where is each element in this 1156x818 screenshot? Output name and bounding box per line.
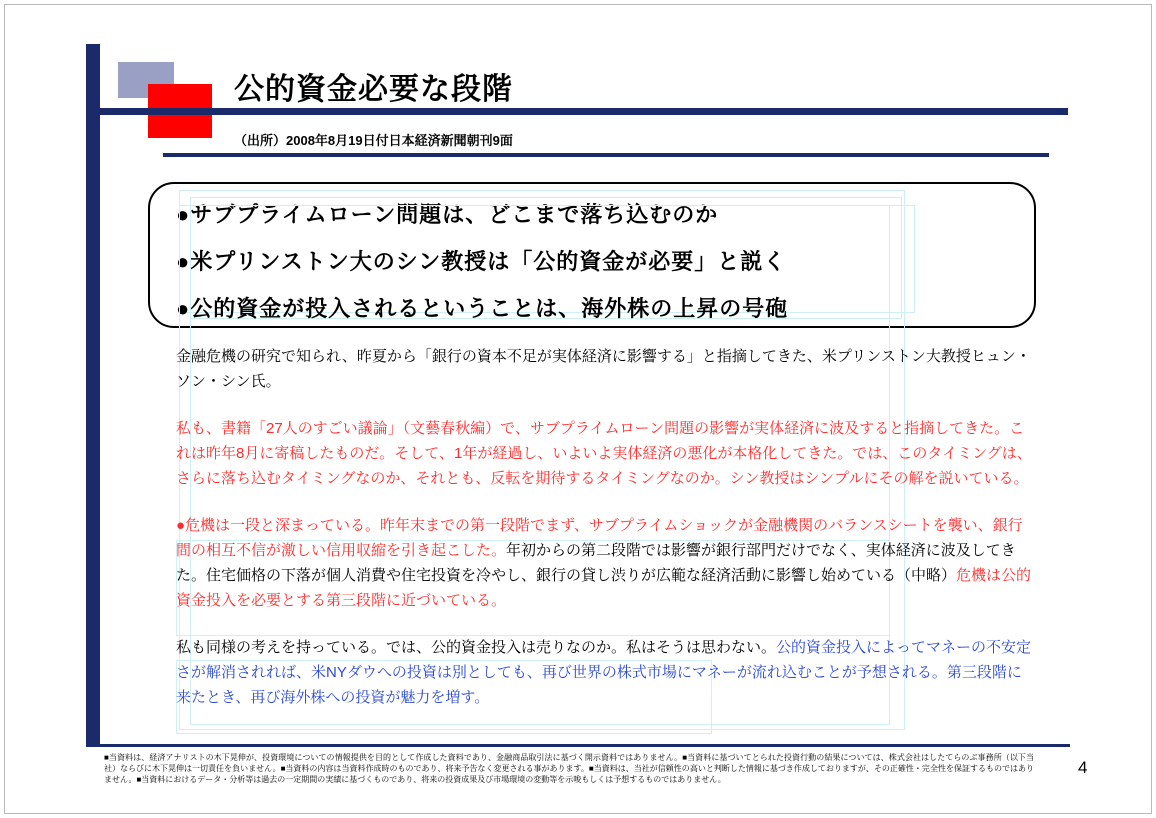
paragraph-3-red: ●危機は一段と深まっている。昨年末までの第一段階でまず、サブプライムショックが金融機関のバランスシートを襲い、銀行間の相互不信が激しい信用収縮を引き起こした。: [176, 517, 1023, 559]
paragraph-2: 私も、書籍「27人のすごい議論」（文藝春秋編）で、サブプライムローン問題の影響が実体経済に波及すると指摘してきた。これは昨年8月に寄稿したものだ。そして、1年が経過し、いよいよ実体経済の悪化が本格化してきた。では、このタイミングは、さらに落ち込むタイミングなのか、それとも、反転を期待するタイミングなのか。シン教授はシンプルにその解を説いている。: [176, 420, 1032, 487]
paragraph-4: [176, 635, 1036, 710]
paragraph-3: [176, 513, 1036, 613]
paragraph-4-black: 私も同様の考えを持っている。では、公的資金投入は売りなのか。私はそうは思わない。: [176, 639, 777, 656]
bullet-item: ●米プリンストン大のシン教授は「公的資金が必要」と説く: [176, 249, 787, 274]
header-rule-secondary: [163, 153, 1049, 157]
left-accent-bar: [86, 44, 100, 744]
bullet-item: ●公的資金が投入されるということは、海外株の上昇の号砲: [176, 296, 789, 321]
page-title: 公的資金必要な段階: [234, 73, 513, 106]
footer-rule: [86, 744, 1070, 747]
bullet-item: ●サブプライムローン問題は、どこまで落ち込むのか: [176, 202, 719, 227]
paragraph-3-black: 年初からの第二段階では影響が銀行部門だけでなく、実体経済に波及してきた。住宅価格の下落が個人消費や住宅投資を冷やし、銀行の貸し渋りが広範な経済活動に影響し始めている（中略）: [176, 542, 1016, 584]
paragraph-4-blue: 公的資金投入によってマネーの不安定さが解消されれば、米NYダウへの投資は別としても、再び世界の株式市場にマネーが流れ込むことが予想される。第三段階に来たとき、再び海外株への投資が魅力を増す。: [176, 639, 1032, 706]
page-number: 4: [1078, 758, 1088, 777]
bullet-list: [176, 198, 1016, 339]
footer-disclaimer: ■当資料は、経済アナリストの木下晃伸が、投資環境についての情報提供を目的として作成した資料であり、金融商品取引法に基づく開示資料ではありません。■当資料に基づいてとられた投資行動の結果については、株式会社はしたてらのぶ事務所（以下当社）ならびに木下晃伸は一切責任を負いません。■当資料の内容は当資料作成時のものであり、将来予告なく変更される事があります。■当資料は、当社が信頼性の高いと判断した情報に基づき作成しておりますが、その正確性・完全性を保証するものではありません。■当資料におけるデータ・分析等は過去の一定期間の実績に基づくものであり、将来の投資成果及び市場環境の変動等を示唆もしくは予想するものではありません。: [104, 753, 1034, 784]
body-text: [176, 344, 1036, 732]
header-rule: [100, 108, 1068, 115]
paragraph-3-red-tail: 危機は公的資金投入を必要とする第三段階に近づいている。: [176, 567, 1032, 609]
paragraph-1: 金融危機の研究で知られ、昨夏から「銀行の資本不足が実体経済に影響する」と指摘してきた、米プリンストン大教授ヒュン・ソン・シン氏。: [176, 348, 1031, 390]
source-citation: （出所）2008年8月19日付日本経済新聞朝刊9面: [234, 133, 513, 148]
